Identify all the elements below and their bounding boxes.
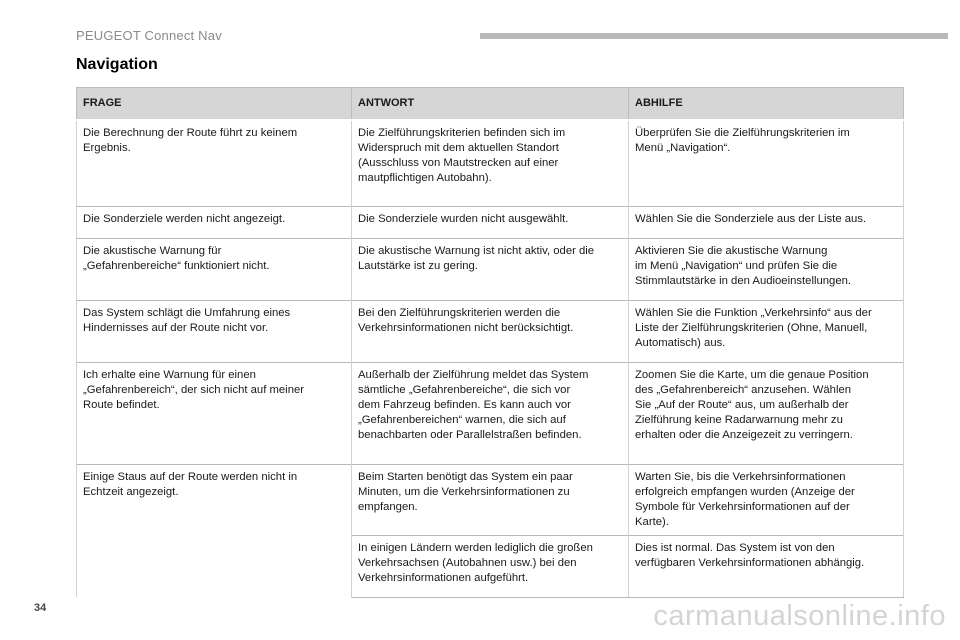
cell-abhilfe: Aktivieren Sie die akustische Warnung im Menü „Navigation“ und prüfen Sie die Stimmlautstärke in den Audioeinstellungen. xyxy=(629,238,904,300)
table-row xyxy=(77,300,904,362)
troubleshooting-table xyxy=(76,87,904,598)
cell-frage: Die Berechnung der Route führt zu keinem Ergebnis. xyxy=(77,120,352,206)
table-row xyxy=(77,206,904,238)
cell-antwort: Bei den Zielführungskriterien werden die Verkehrsinformationen nicht berücksichtigt. xyxy=(352,300,629,362)
document-header-title: PEUGEOT Connect Nav xyxy=(76,28,222,43)
cell-abhilfe: Wählen Sie die Funktion „Verkehrsinfo“ aus der Liste der Zielführungskriterien (Ohne, Manuell, Automatisch) aus. xyxy=(629,300,904,362)
page-number: 34 xyxy=(34,602,47,614)
header-divider-bar xyxy=(480,33,948,39)
cell-abhilfe: Wählen Sie die Sonderziele aus der Liste aus. xyxy=(629,206,904,238)
cell-frage: Die akustische Warnung für „Gefahrenbereiche“ funktioniert nicht. xyxy=(77,238,352,300)
cell-abhilfe: Zoomen Sie die Karte, um die genaue Position des „Gefahrenbereich“ anzusehen. Wählen Sie „Auf der Route“ aus, um außerhalb der Zielführung keine Radarwarnung mehr zu erhalten oder die Anzeigezeit zu verringern. xyxy=(629,362,904,464)
column-header-antwort: ANTWORT xyxy=(352,88,629,121)
cell-abhilfe: Dies ist normal. Das System ist von den verfügbaren Verkehrsinformationen abhängig. xyxy=(629,535,904,597)
cell-antwort: Die Zielführungskriterien befinden sich im Widerspruch mit dem aktuellen Standort (Ausschluss von Mautstrecken auf einer mautpflichtigen Autobahn). xyxy=(352,120,629,206)
table-row xyxy=(77,362,904,464)
section-title: Navigation xyxy=(76,56,158,73)
table-header-row xyxy=(77,88,904,121)
cell-frage: Die Sonderziele werden nicht angezeigt. xyxy=(77,206,352,238)
cell-antwort: Außerhalb der Zielführung meldet das System sämtliche „Gefahrenbereiche“, die sich vor dem Fahrzeug befinden. Es kann auch vor „Gefahrenbereichen“ warnen, die sich auf benachbarten oder Parallelstraßen befinden. xyxy=(352,362,629,464)
table-row xyxy=(77,464,904,535)
cell-antwort: Die Sonderziele wurden nicht ausgewählt. xyxy=(352,206,629,238)
cell-abhilfe: Überprüfen Sie die Zielführungskriterien im Menü „Navigation“. xyxy=(629,120,904,206)
cell-antwort: In einigen Ländern werden lediglich die großen Verkehrsachsen (Autobahnen usw.) bei den Verkehrsinformationen aufgeführt. xyxy=(352,535,629,597)
cell-frage: Das System schlägt die Umfahrung eines Hindernisses auf der Route nicht vor. xyxy=(77,300,352,362)
cell-antwort: Beim Starten benötigt das System ein paar Minuten, um die Verkehrsinformationen zu empfangen. xyxy=(352,464,629,535)
cell-frage: Einige Staus auf der Route werden nicht in Echtzeit angezeigt. xyxy=(77,464,352,597)
column-header-abhilfe: ABHILFE xyxy=(629,88,904,121)
cell-abhilfe: Warten Sie, bis die Verkehrsinformationen erfolgreich empfangen wurden (Anzeige der Symbole für Verkehrsinformationen auf der Karte). xyxy=(629,464,904,535)
watermark: carmanualsonline.info xyxy=(653,600,946,632)
column-header-frage: FRAGE xyxy=(77,88,352,121)
cell-frage: Ich erhalte eine Warnung für einen „Gefahrenbereich“, der sich nicht auf meiner Route befindet. xyxy=(77,362,352,464)
cell-antwort: Die akustische Warnung ist nicht aktiv, oder die Lautstärke ist zu gering. xyxy=(352,238,629,300)
table-row xyxy=(77,120,904,206)
table-row xyxy=(77,238,904,300)
